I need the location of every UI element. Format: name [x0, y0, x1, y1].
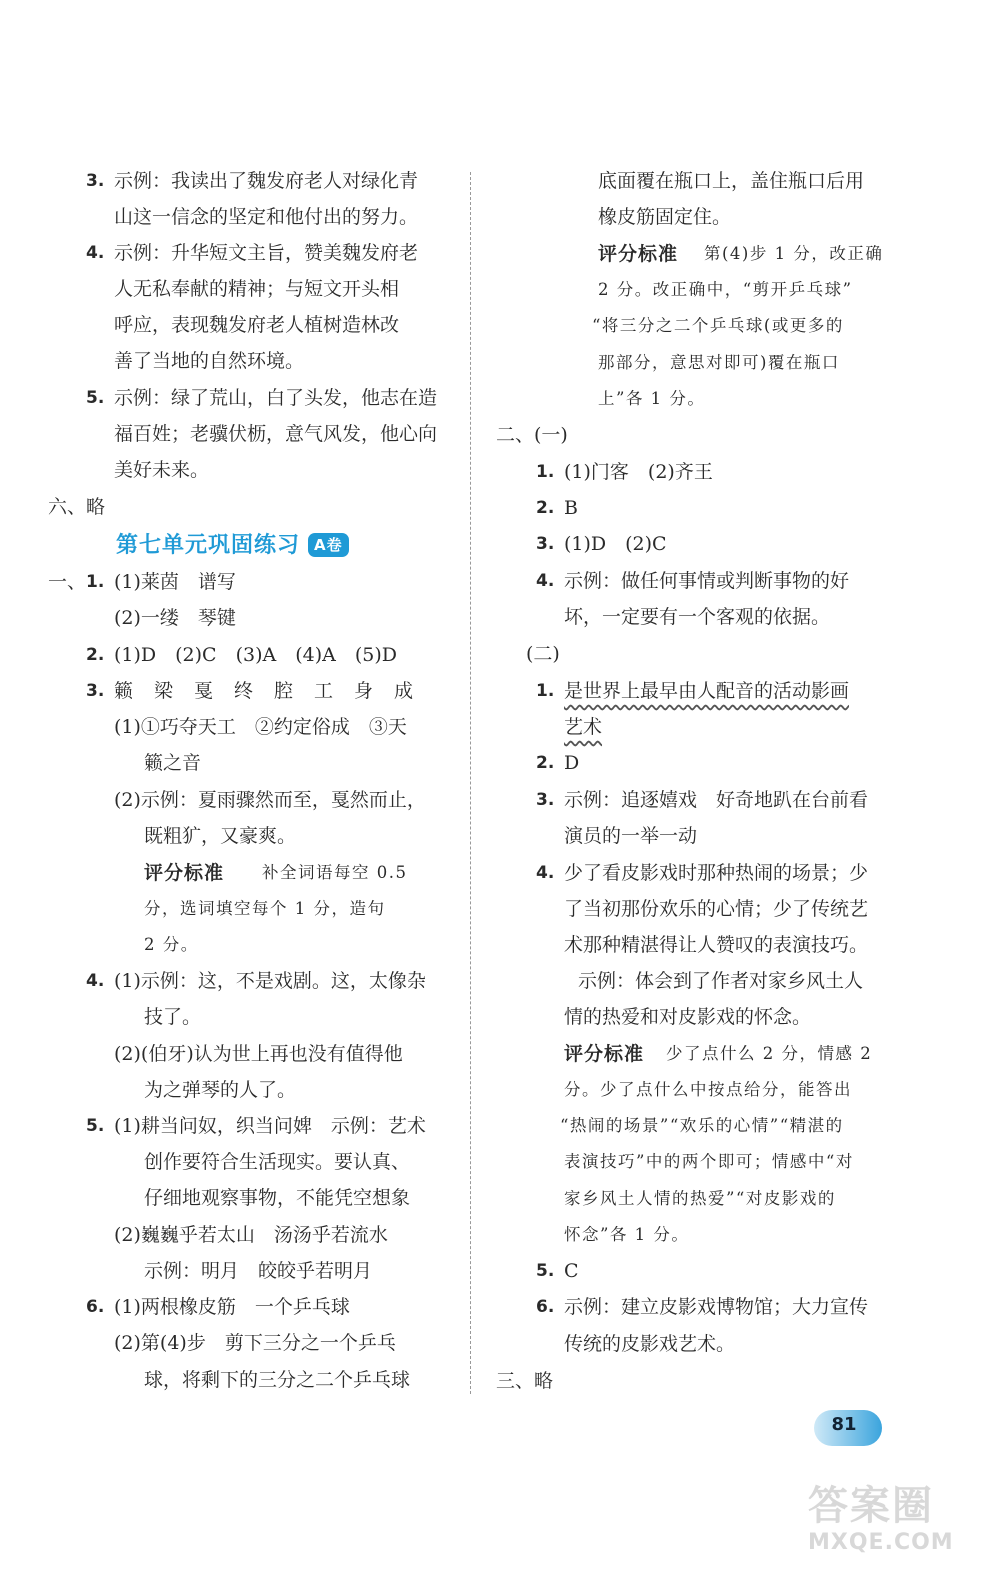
- a4-line1: 示例：做任何事情或判断事物的好: [564, 570, 850, 592]
- b1-line1: 是世界上最早由人配音的活动影画: [564, 680, 850, 702]
- s3-line3: (2)示例：夏雨骤然而至，戛然而止，: [114, 789, 426, 811]
- b4-line5: 情的热爱和对皮影戏的怀念。: [564, 1006, 812, 1028]
- s3-scoring-line1: 补全词语每空 0.5: [262, 863, 408, 882]
- s5-line3: 仔细地观察事物，不能凭空想象: [144, 1187, 411, 1209]
- s4-line4: 为之弹琴的人了。: [144, 1079, 297, 1101]
- unit-title: [116, 531, 349, 561]
- b2-number: 2.: [536, 753, 555, 773]
- a3-line1: (1)D (2)C: [564, 533, 667, 555]
- q5-line2: 福百姓；老骥伏枥，意气风发，他心向: [114, 423, 438, 445]
- a3-number: 3.: [536, 534, 555, 554]
- b3-line1: 示例：追逐嬉戏 好奇地趴在台前看: [564, 789, 869, 811]
- s6-line2: (2)第(4)步 剪下三分之一个乒乓: [114, 1332, 396, 1354]
- page-number-badge: [814, 1410, 882, 1446]
- q5-line3: 美好未来。: [114, 459, 210, 481]
- b5-number: 5.: [536, 1261, 555, 1281]
- s5-line4: (2)巍巍乎若太山 汤汤乎若流水: [114, 1224, 388, 1246]
- s4-number: 4.: [86, 971, 105, 991]
- b3-number: 3.: [536, 790, 555, 810]
- q4-line2: 人无私奉献的精神；与短文开头相: [114, 278, 400, 300]
- r-scoring-line5: 上”各 1 分。: [598, 389, 706, 408]
- s6-number: 6.: [86, 1297, 105, 1317]
- a2-number: 2.: [536, 498, 555, 518]
- s4-line2: 技了。: [144, 1006, 202, 1028]
- s5-line2: 创作要符合生活现实。要认真、: [144, 1151, 411, 1173]
- b4-scoring-line3: “热闹的场景”“欢乐的心情”“精湛的: [560, 1116, 844, 1135]
- r-scoring-line4: 那部分，意思对即可)覆在瓶口: [598, 353, 840, 372]
- s6-line3: 球，将剩下的三分之二个乒乓球: [144, 1369, 411, 1391]
- s4-line1: (1)示例：这，不是戏剧。这，太像杂: [114, 970, 426, 992]
- q3-number: 3.: [86, 171, 105, 191]
- section-two-head: 二、(一): [496, 424, 568, 446]
- b6-number: 6.: [536, 1297, 555, 1317]
- q5-number: 5.: [86, 388, 105, 408]
- q4-line4: 善了当地的自然环境。: [114, 350, 305, 372]
- b1-number: 1.: [536, 681, 555, 701]
- s4-line3: (2)(伯牙)认为世上再也没有值得他: [114, 1043, 403, 1065]
- s3-line1: (1)①巧夺天工 ②约定俗成 ③天: [114, 716, 407, 738]
- a4-line2: 坏，一定要有一个客观的依据。: [564, 606, 831, 628]
- b4-scoring-line2: 分。少了点什么中按点给分，能答出: [564, 1080, 852, 1099]
- s3-scoring-line3: 2 分。: [144, 935, 199, 954]
- b4-line4: 示例：体会到了作者对家乡风土人: [578, 970, 864, 992]
- s3-number: 3.: [86, 681, 105, 701]
- q3-line1: 示例：我读出了魏发府老人对绿化青: [114, 170, 419, 192]
- badge-a-juan: A卷: [308, 533, 349, 557]
- watermark-line1: 答案圈: [808, 1483, 934, 1529]
- s5-number: 5.: [86, 1116, 105, 1136]
- q4-line1: 示例：升华短文主旨，赞美魏发府老: [114, 242, 419, 264]
- b2-line1: D: [564, 752, 580, 774]
- b4-scoring-line4: 表演技巧”中的两个即可；情感中“对: [564, 1152, 854, 1171]
- s3-line4: 既粗犷，又豪爽。: [144, 825, 297, 847]
- watermark: [808, 1474, 978, 1564]
- b3-line2: 演员的一举一动: [564, 825, 698, 847]
- s3-scoring-line2: 分，选词填空每个 1 分，造句: [144, 899, 386, 918]
- b4-line1: 少了看皮影戏时那种热闹的场景；少: [564, 862, 869, 884]
- r-scoring-line1: 第(4)步 1 分，改正确: [704, 244, 884, 263]
- a2-line1: B: [564, 497, 578, 519]
- s1-line2: (2)一缕 琴键: [114, 607, 236, 629]
- b4-line3: 术那种精湛得让人赞叹的表演技巧。: [564, 934, 869, 956]
- section-six: 六、略: [48, 496, 106, 518]
- s1-line1: (1)莱茵 谱写: [114, 571, 236, 593]
- section-three: 三、略: [496, 1370, 554, 1392]
- column-divider: [470, 172, 471, 1394]
- cont-line1: 底面覆在瓶口上，盖住瓶口后用: [598, 170, 865, 192]
- page-number: 81: [831, 1414, 857, 1435]
- subsection-two-head: (二): [526, 643, 560, 665]
- s3-chars: 籁 梁 戛 终 腔 工 身 成: [114, 680, 415, 702]
- b4-scoring-line5: 家乡风土人情的热爱”“对皮影戏的: [564, 1189, 836, 1208]
- s5-line5: 示例：明月 皎皎乎若明月: [144, 1260, 373, 1282]
- s5-line1: (1)耕当问奴，织当问婢 示例：艺术: [114, 1115, 426, 1137]
- r-scoring-label: 评分标准: [598, 243, 679, 265]
- b1-line2: 艺术: [564, 716, 603, 738]
- s6-line1: (1)两根橡皮筋 一个乒乓球: [114, 1296, 350, 1318]
- r-scoring-line2: 2 分。改正确中，“剪开乒乓球”: [598, 280, 853, 299]
- q5-line1: 示例：绿了荒山，白了头发，他志在造: [114, 387, 438, 409]
- unit-title-text: 第七单元巩固练习: [116, 533, 301, 558]
- b6-line2: 传统的皮影戏艺术。: [564, 1333, 736, 1355]
- a4-number: 4.: [536, 571, 555, 591]
- watermark-line2: MXQE.COM: [808, 1530, 954, 1555]
- cont-line2: 橡皮筋固定住。: [598, 206, 732, 228]
- b5-line1: C: [564, 1260, 579, 1282]
- b4-line2: 了当初那份欢乐的心情；少了传统艺: [564, 898, 869, 920]
- a1-number: 1.: [536, 462, 555, 482]
- s3-line2: 籁之音: [144, 752, 202, 774]
- section-one-head: 一、: [48, 571, 87, 593]
- q4-number: 4.: [86, 243, 105, 263]
- s2-number: 2.: [86, 645, 105, 665]
- b4-number: 4.: [536, 863, 555, 883]
- s1-number: 1.: [86, 572, 105, 592]
- r-scoring-line3: “将三分之二个乒乓球(或更多的: [592, 316, 844, 335]
- s3-scoring-label: 评分标准: [144, 862, 225, 884]
- b4-scoring-line6: 怀念”各 1 分。: [564, 1225, 690, 1244]
- a1-line1: (1)门客 (2)齐王: [564, 461, 713, 483]
- q4-line3: 呼应，表现魏发府老人植树造林改: [114, 314, 400, 336]
- b4-scoring-line1: 少了点什么 2 分，情感 2: [666, 1044, 873, 1063]
- b4-scoring-label: 评分标准: [564, 1043, 645, 1065]
- q3-line2: 山这一信念的坚定和他付出的努力。: [114, 206, 419, 228]
- s2-line1: (1)D (2)C (3)A (4)A (5)D: [114, 644, 398, 666]
- b6-line1: 示例：建立皮影戏博物馆；大力宣传: [564, 1296, 869, 1318]
